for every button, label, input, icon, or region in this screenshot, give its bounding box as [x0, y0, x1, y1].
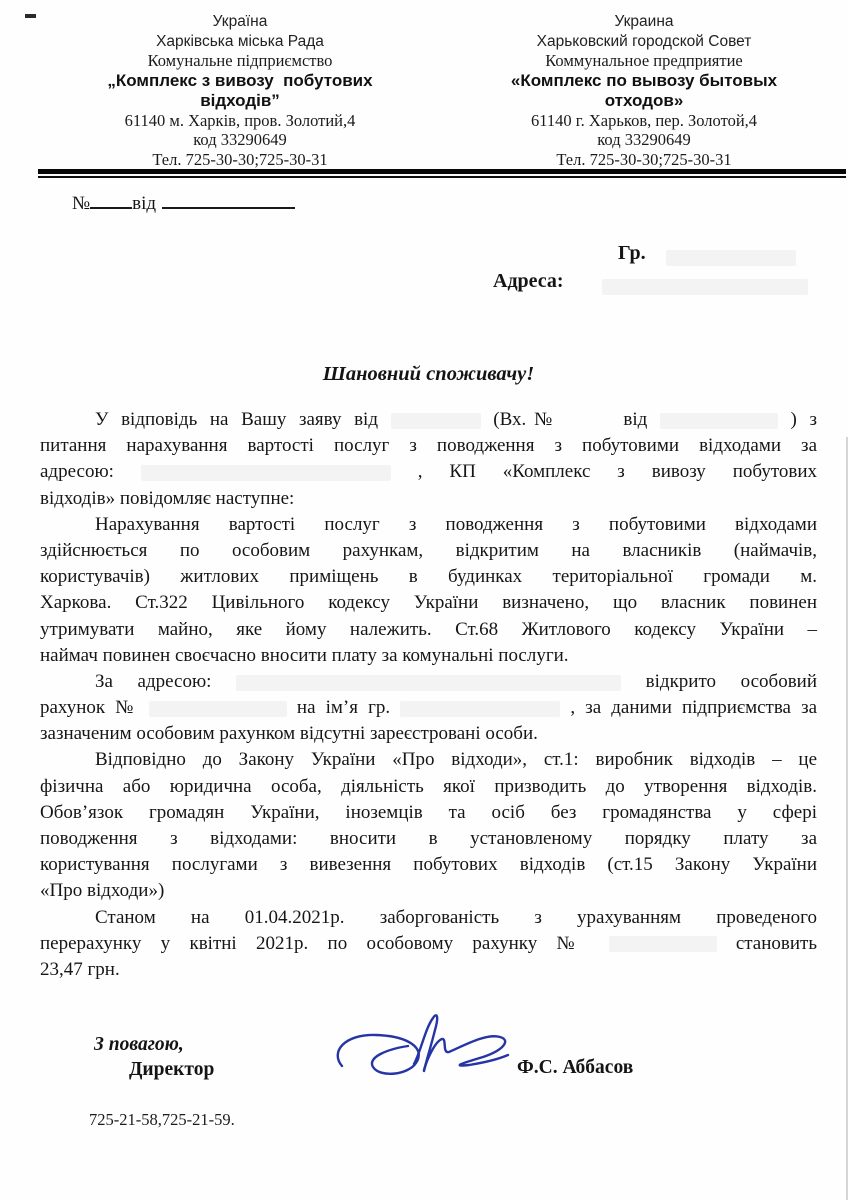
body-line — [40, 617, 817, 643]
body-line — [40, 407, 817, 433]
footer-phones: 725-21-58,725-21-59. — [89, 1110, 235, 1129]
letterhead-line: отходов» — [604, 90, 684, 110]
body-text: рахунок № — [40, 697, 139, 719]
letterhead-line: Украина — [614, 13, 674, 30]
body-text: питання нарахування вартості послуг з поводження з побутовими відходами за — [40, 435, 817, 457]
letterhead-line: код 33290649 — [597, 130, 691, 149]
letterhead-line: Тел. 725-30-30;725-30-31 — [152, 149, 328, 169]
letterhead-line: відходів” — [200, 90, 280, 110]
letterhead-line: Харьковский городской Совет — [536, 32, 752, 50]
signature-name: Ф.С. Аббасов — [517, 1057, 634, 1078]
letterhead-line: код 33290649 — [193, 130, 287, 149]
letterhead-right-russian — [442, 12, 846, 169]
body-text: Станом на 01.04.2021р. заборгованість з урахуванням проведеного — [95, 906, 817, 928]
body-line — [40, 721, 817, 747]
body-text: ) з — [790, 409, 818, 430]
body-line — [40, 459, 817, 485]
body-text: Відповідно до Закону України «Про відходи», ст.1: виробник відходів – це — [95, 749, 817, 771]
letterhead-left-ukrainian — [38, 12, 442, 169]
inline-redaction — [660, 413, 778, 429]
body-text: За адресою: — [95, 670, 212, 692]
scan-speck-artifact — [25, 14, 36, 18]
body-text: адресою: — [40, 461, 114, 483]
body-text: користування послугами з вивезення побутових відходів (ст.15 Закону України — [40, 854, 817, 876]
body-text: фізична або юридична особа, діяльність якої призводить до утворення відходів. — [40, 775, 817, 797]
body-text: Обов’язок громадян України, іноземців та осіб без громадянства у сфері — [40, 801, 817, 823]
recipient-address-label: Адреса: — [493, 270, 564, 292]
ref-no-label: № — [72, 193, 91, 214]
body-text: відходів» повідомляє наступне: — [40, 487, 295, 509]
signature-role: Директор — [129, 1059, 215, 1080]
recipient-gr-label: Гр. — [618, 242, 646, 264]
body-text: зазначеним особовим рахунком відсутні зареєстровані особи. — [40, 723, 538, 745]
body-text: «Про відходи») — [40, 880, 165, 902]
body-line — [40, 878, 817, 904]
letter-body — [40, 407, 817, 983]
body-text: Харкова. Ст.322 Цивільного кодексу України визначено, що власник повинен — [40, 592, 817, 614]
body-line — [40, 433, 817, 459]
letterhead-line: „Комплекс з вивозу побутових — [107, 70, 373, 90]
body-text: відкрито особовий — [645, 670, 817, 692]
body-line — [40, 826, 817, 852]
signature-ink — [328, 1012, 523, 1100]
body-line — [40, 931, 817, 957]
reference-number-line — [72, 192, 295, 215]
body-text: наймач повинен своєчасно вносити плату за комунальні послуги. — [40, 644, 569, 666]
letterhead-line: «Комплекс по вывозу бытовых — [510, 70, 778, 90]
ref-no-blank-underline — [90, 192, 132, 209]
body-line — [40, 800, 817, 826]
body-line — [40, 512, 817, 538]
body-text: від — [623, 409, 648, 430]
body-line — [40, 695, 817, 721]
body-text: Нарахування вартості послуг з поводження з побутовими відходами — [95, 513, 817, 535]
body-line — [40, 905, 817, 931]
ref-date-blank-underline — [162, 192, 295, 209]
header-divider-rule — [38, 169, 846, 178]
body-text: становить — [735, 932, 818, 954]
recipient-name-redaction — [666, 250, 796, 266]
body-text: 23,47 грн. — [40, 958, 120, 980]
body-line — [40, 747, 817, 773]
letterhead-line: Україна — [212, 13, 268, 30]
letterhead-line: Тел. 725-30-30;725-30-31 — [556, 149, 732, 169]
letterhead-line: Коммунальное предприятие — [545, 51, 743, 70]
inline-redaction — [400, 701, 560, 717]
recipient-address-redaction — [602, 279, 808, 295]
body-text: (Вх.№ — [493, 409, 561, 430]
inline-redaction — [391, 413, 481, 429]
body-line — [40, 643, 817, 669]
letterhead-line: Харківська міська Рада — [156, 32, 324, 50]
body-text: , за даними підприємства за — [570, 697, 818, 719]
inline-redaction — [609, 936, 717, 952]
body-text: У відповідь на Вашу заяву від — [95, 409, 378, 430]
inline-redaction — [236, 675, 621, 691]
signature-closing: З повагою, — [94, 1034, 184, 1055]
body-line — [40, 957, 817, 983]
body-text: , КП «Комплекс з вивозу побутових — [417, 461, 818, 483]
body-line — [40, 486, 817, 512]
body-line — [40, 669, 817, 695]
letterhead-line: 61140 г. Харьков, пер. Золотой,4 — [530, 110, 758, 130]
body-line — [40, 564, 817, 590]
ref-date-label: від — [132, 193, 157, 214]
inline-redaction — [141, 465, 391, 481]
body-line — [40, 590, 817, 616]
letterhead — [38, 12, 846, 169]
body-text: утримувати майно, яке йому належить. Ст.68 Житлового кодексу України – — [40, 618, 817, 640]
salutation: Шановний споживачу! — [322, 363, 535, 385]
body-text: користувачів) житлових приміщень в будинках територіальної громади м. — [40, 566, 817, 588]
inline-redaction — [149, 701, 287, 717]
body-text: поводження з відходами: вносити в установленому порядку плату за — [40, 828, 817, 849]
letterhead-line: Комунальне підприємство — [147, 51, 333, 70]
body-text: на ім’я гр. — [296, 697, 391, 719]
body-line — [40, 538, 817, 564]
body-line — [40, 774, 817, 800]
body-text: перерахунку у квітні 2021р. по особовому рахунку № — [40, 932, 590, 954]
body-line — [40, 852, 817, 878]
letterhead-line: 61140 м. Харків, пров. Золотий,4 — [124, 110, 356, 130]
body-text: здійснюється по особовим рахункам, відкритим на власників (наймачів, — [40, 539, 817, 561]
